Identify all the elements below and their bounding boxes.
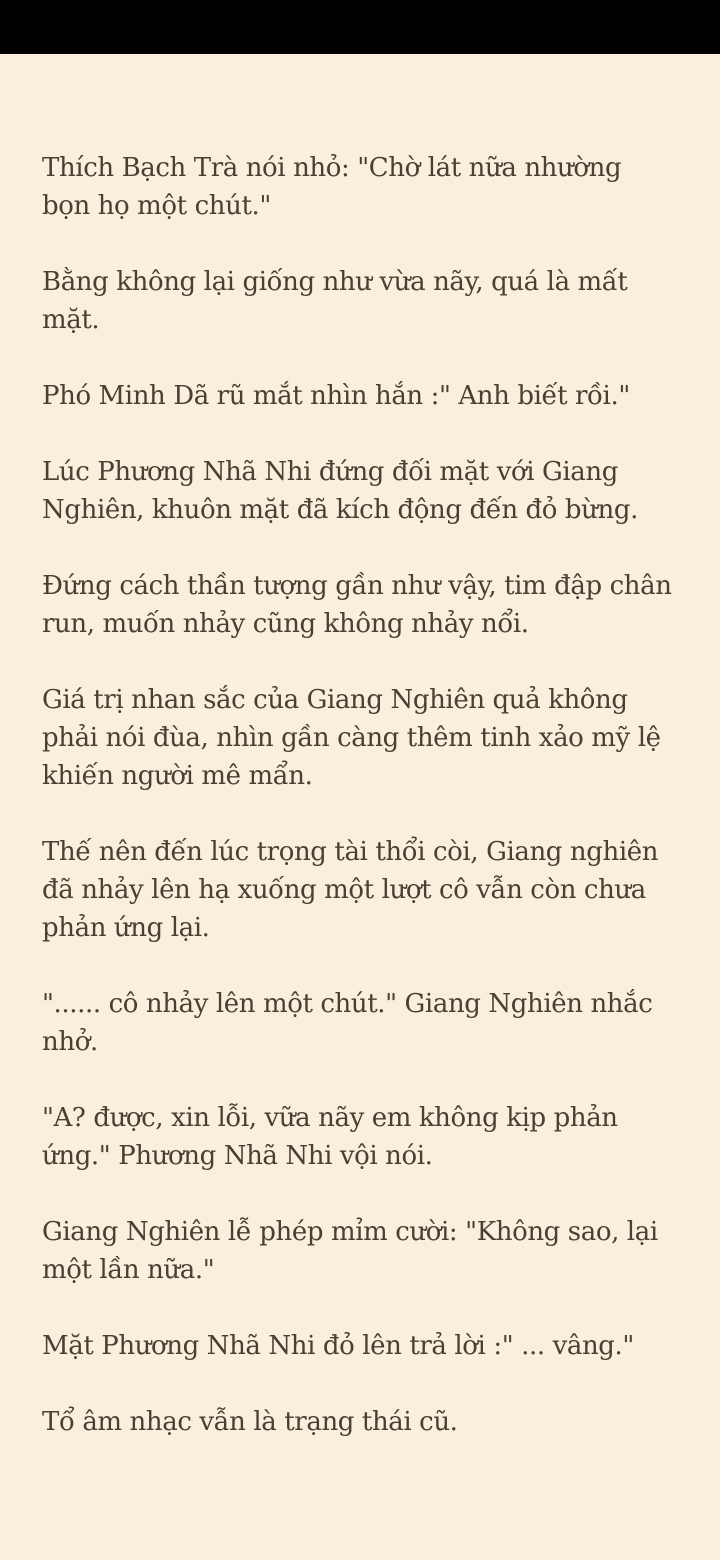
paragraph: Giang Nghiên lễ phép mỉm cười: "Không sao, lại một lần nữa." — [42, 1217, 658, 1285]
paragraph: Đứng cách thần tượng gần như vậy, tim đập chân run, muốn nhảy cũng không nhảy nổi. — [42, 571, 672, 639]
paragraph: Phó Minh Dã rũ mắt nhìn hắn :" Anh biết rồi." — [42, 381, 630, 411]
paragraph: Tổ âm nhạc vẫn là trạng thái cũ. — [42, 1407, 458, 1437]
paragraph: Mặt Phương Nhã Nhi đỏ lên trả lời :" ... vâng." — [42, 1331, 634, 1361]
paragraph: Thích Bạch Trà nói nhỏ: "Chờ lát nữa nhường bọn họ một chút." — [42, 153, 622, 221]
status-bar — [0, 0, 720, 54]
paragraph: Bằng không lại giống như vừa nãy, quá là mất mặt. — [42, 267, 628, 335]
paragraph: Lúc Phương Nhã Nhi đứng đối mặt với Giang Nghiên, khuôn mặt đã kích động đến đỏ bừng. — [42, 457, 638, 525]
reader-page[interactable] — [0, 54, 720, 1560]
paragraph: "A? được, xin lỗi, vữa nãy em không kịp phản ứng." Phương Nhã Nhi vội nói. — [42, 1103, 618, 1171]
paragraph: "...... cô nhảy lên một chút." Giang Nghiên nhắc nhở. — [42, 989, 653, 1057]
paragraph: Giá trị nhan sắc của Giang Nghiên quả không phải nói đùa, nhìn gần càng thêm tinh xảo mỹ lệ khiến người mê mẩn. — [42, 685, 661, 791]
chapter-text — [42, 149, 672, 1479]
paragraph: Thế nên đến lúc trọng tài thổi còi, Giang nghiên đã nhảy lên hạ xuống một lượt cô vẫn còn chưa phản ứng lại. — [42, 837, 659, 943]
